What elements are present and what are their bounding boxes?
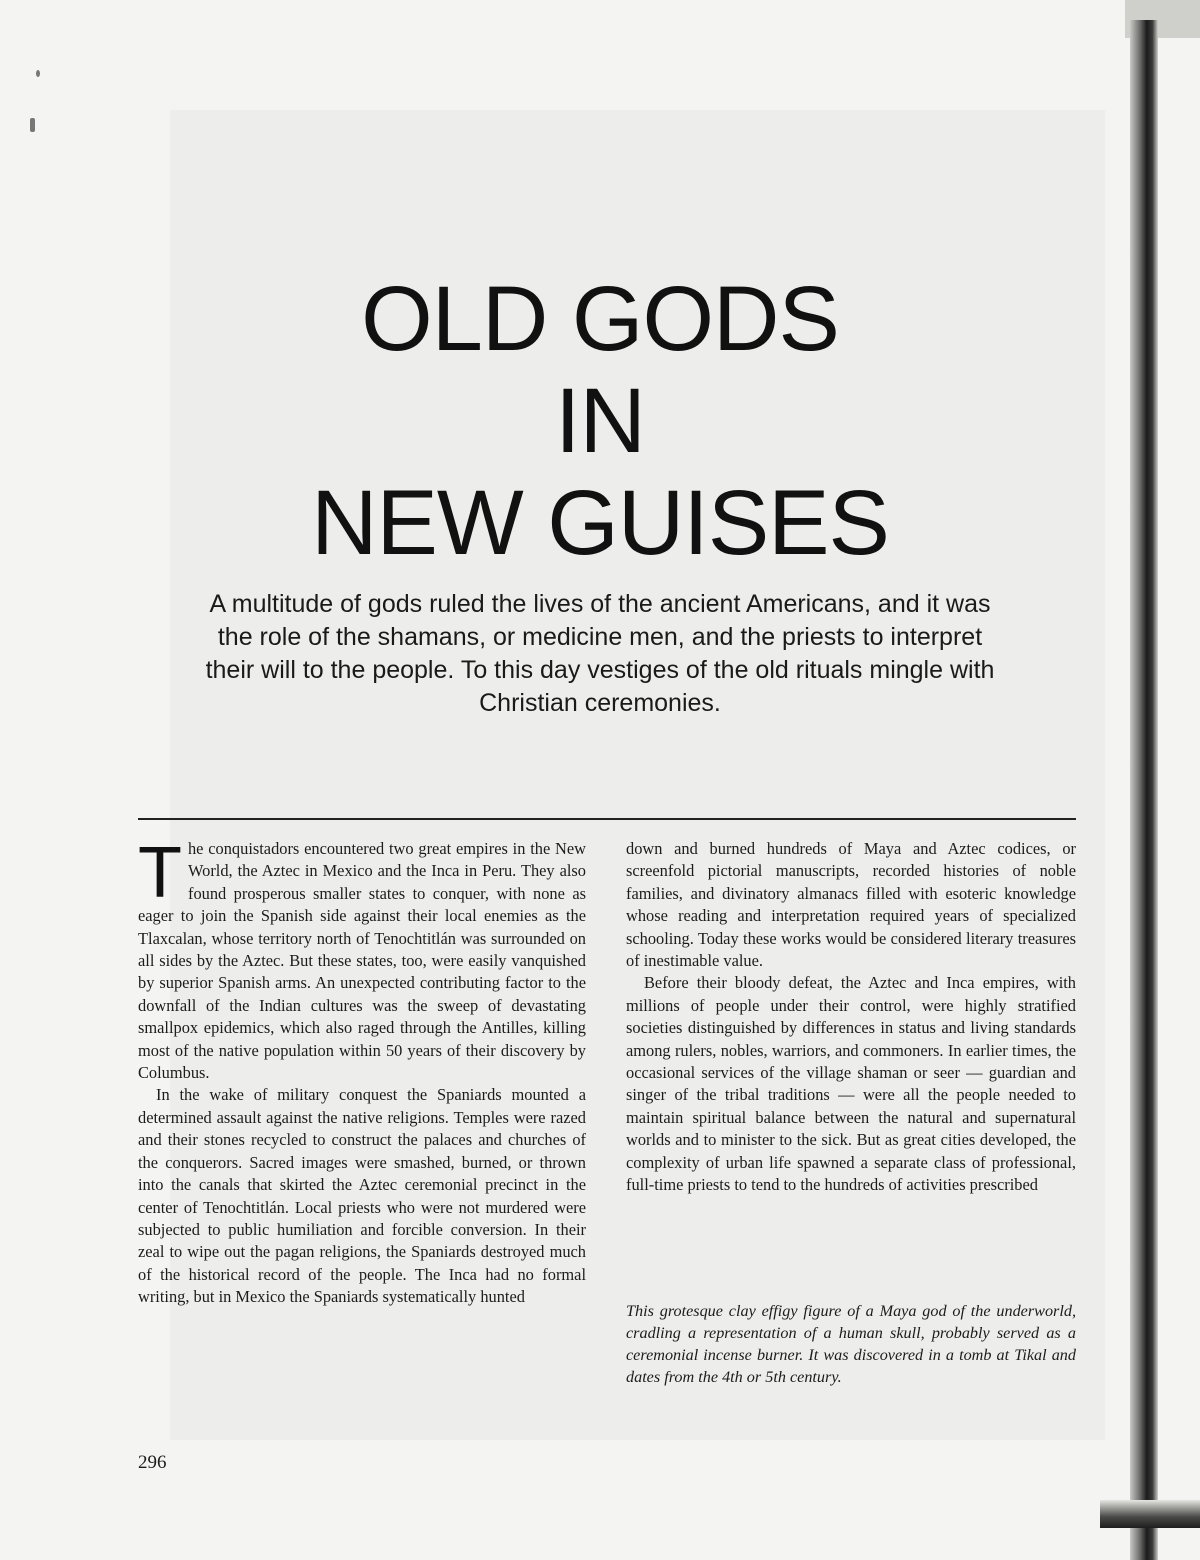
paragraph-text: he conquistadors encountered two great empires in the New World, the Aztec in Mexico and the Inca in Peru. They also found prosperous smaller states to conquer, with none as eager to join the Spanish side against their local enemies as the Tlaxcalan, whose territory north of Tenochtitlán was surrounded on all sides by the Aztec. But these states, too, were easily vanquished by superior Spanish arms. An unexpected contributing factor to the downfall of the Indian cultures was the sweep of devastating smallpox epidemics, which also raged through the Antilles, killing most of the native population within 50 years of their discovery by Columbus.	[138, 839, 586, 1083]
image-caption: This grotesque clay effigy figure of a Maya god of the underworld, cradling a representation of a human skull, probably served as a ceremonial incense burner. It was discovered in a tomb at Tikal and dates from the 4th or 5th century.	[626, 1302, 1076, 1386]
title-line-2: IN	[555, 370, 645, 472]
page-number: 296	[138, 1452, 167, 1473]
paragraph: Before their bloody defeat, the Aztec and Inca empires, with millions of people under their control, were highly stratified societies distinguished by differences in status and living standards among rulers, nobles, warriors, and commoners. In earlier times, the occasional services of the village shaman or seer — guardian and singer of the tribal traditions — were all the people needed to maintain spiritual balance between the natural and supernatural worlds and to minister to the sick. But as great cities developed, the complexity of urban life spawned a separate class of professional, full-time priests to tend to the hundreds of activities prescribed	[626, 973, 1076, 1195]
book-binding-shadow	[1100, 1500, 1200, 1528]
paragraph: down and burned hundreds of Maya and Aztec codices, or screenfold pictorial manuscripts, recorded histories of noble families, and divinatory almanacs filled with esoteric knowledge whose reading and interpretation required years of specialized schooling. Today these works would be considered literary treasures of inestimable value.	[626, 839, 1076, 971]
article-deck: A multitude of gods ruled the lives of the ancient Americans, and it was the role of the shamans, or medicine men, and the priests to interpret their will to the people. To this day vestiges of the old rituals mingle with Christian ceremonies.	[205, 590, 995, 717]
paragraph: In the wake of military conquest the Spaniards mounted a determined assault against the native religions. Temples were razed and their stones recycled to construct the palaces and churches of the conquerors. Sacred images were smashed, burned, or thrown into the canals that skirted the Aztec ceremonial precinct in the center of Tenochtitlán. Local priests who were not murdered were subjected to public humiliation and forcible conversion. In their zeal to wipe out the pagan religions, the Spaniards destroyed much of the historical record of the people. The Inca had no formal writing, but in Mexico the Spaniards systematically hunted	[138, 1085, 586, 1307]
title-line-1: OLD GODS	[361, 268, 839, 370]
scan-speck	[36, 70, 40, 77]
article-title	[200, 268, 1000, 574]
paragraph	[138, 833, 586, 1084]
section-rule	[138, 818, 1076, 820]
book-binding-edge	[1130, 20, 1158, 1560]
drop-cap: T	[138, 833, 182, 913]
body-column-right	[626, 838, 1076, 1197]
title-line-3: NEW GUISES	[311, 472, 889, 574]
body-column-left	[138, 833, 586, 1309]
scan-speck	[30, 118, 35, 132]
